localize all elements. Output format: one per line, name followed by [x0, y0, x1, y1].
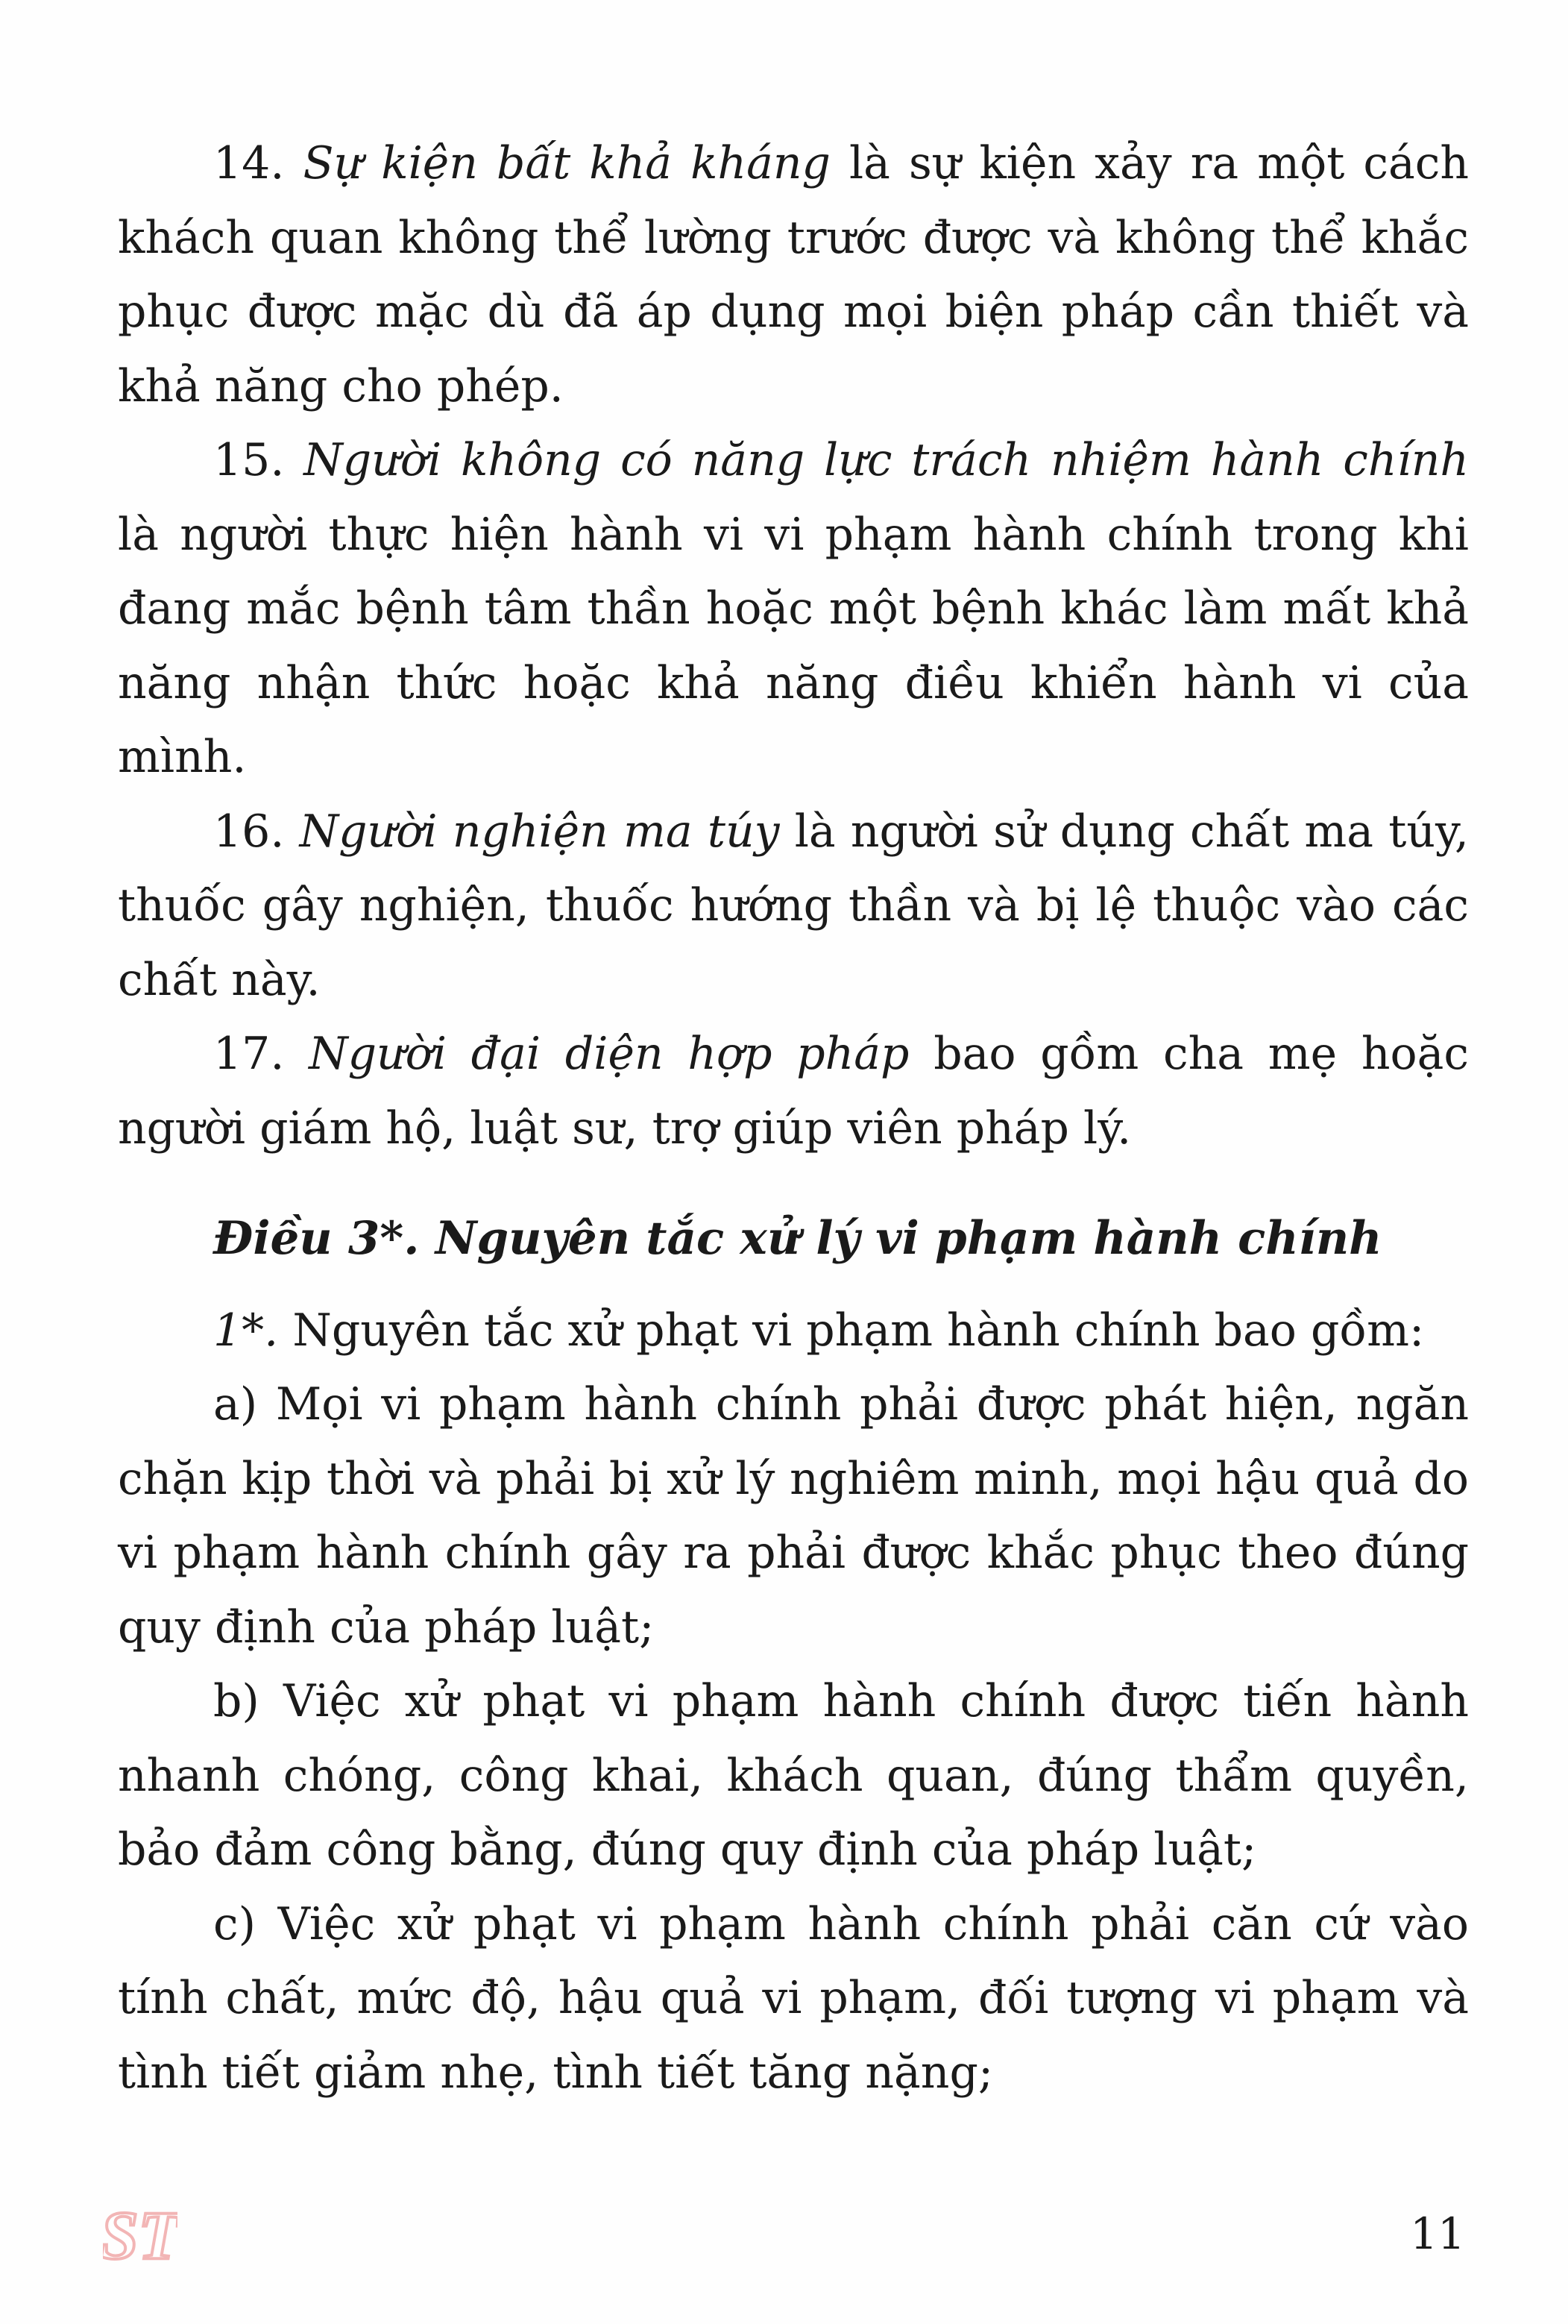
- definition-text: là người thực hiện hành vi vi phạm hành chính trong khi đang mắc bệnh tâm thần hoặc một bệnh khác làm mất khả năng nhận thức hoặc khả năng điều khiển hành vi của mình.: [118, 508, 1469, 783]
- clause-item-b: b) Việc xử phạt vi phạm hành chính được tiến hành nhanh chóng, công khai, khách quan, đúng thẩm quyền, bảo đảm công bằng, đúng quy định của pháp luật;: [118, 1675, 1469, 1876]
- defined-term: Người nghiện ma túy: [299, 805, 780, 858]
- definition-14: [118, 127, 1469, 424]
- body-text: [118, 127, 1469, 2110]
- defined-term: Người đại diện hợp pháp: [309, 1028, 910, 1080]
- definition-text: là người sử dụng chất ma túy, thuốc gây nghiện, thuốc hướng thần và bị lệ thuộc vào các chất này.: [118, 805, 1469, 1006]
- definition-number: 15.: [213, 434, 285, 486]
- st-watermark-logo: [103, 2197, 177, 2272]
- page-number: 11: [1410, 2208, 1465, 2259]
- clause-item-c: c) Việc xử phạt vi phạm hành chính phải căn cứ vào tính chất, mức độ, hậu quả vi phạm, đối tượng vi phạm và tình tiết giảm nhẹ, tình tiết tăng nặng;: [118, 1897, 1469, 2099]
- definition-text: bao gồm cha mẹ hoặc người giám hộ, luật sư, trợ giúp viên pháp lý.: [118, 1028, 1469, 1155]
- article-heading: Điều 3*. Nguyên tắc xử lý vi phạm hành chính: [213, 1212, 1382, 1265]
- clause-number: 1*.: [213, 1304, 279, 1357]
- definition-16: [118, 795, 1469, 1018]
- definition-17: [118, 1017, 1469, 1166]
- definition-15: [118, 424, 1469, 795]
- clause-item-a: a) Mọi vi phạm hành chính phải được phát hiện, ngăn chặn kịp thời và phải bị xử lý nghiêm minh, mọi hậu quả do vi phạm hành chính gây ra phải được khắc phục theo đúng quy định của pháp luật;: [118, 1378, 1469, 1654]
- clause-text: Nguyên tắc xử phạt vi phạm hành chính bao gồm:: [278, 1304, 1425, 1357]
- definition-number: 16.: [213, 805, 285, 858]
- clause-1: [118, 1294, 1469, 1369]
- svg-text:ST: ST: [103, 2197, 177, 2272]
- defined-term: Người không có năng lực trách nhiệm hành chính: [303, 434, 1469, 486]
- definition-text: là sự kiện xảy ra một cách khách quan không thể lường trước được và không thể khắc phục được mặc dù đã áp dụng mọi biện pháp cần thiết và khả năng cho phép.: [118, 137, 1469, 412]
- definition-number: 14.: [213, 137, 285, 189]
- definition-number: 17.: [213, 1028, 285, 1080]
- defined-term: Sự kiện bất khả kháng: [303, 137, 831, 189]
